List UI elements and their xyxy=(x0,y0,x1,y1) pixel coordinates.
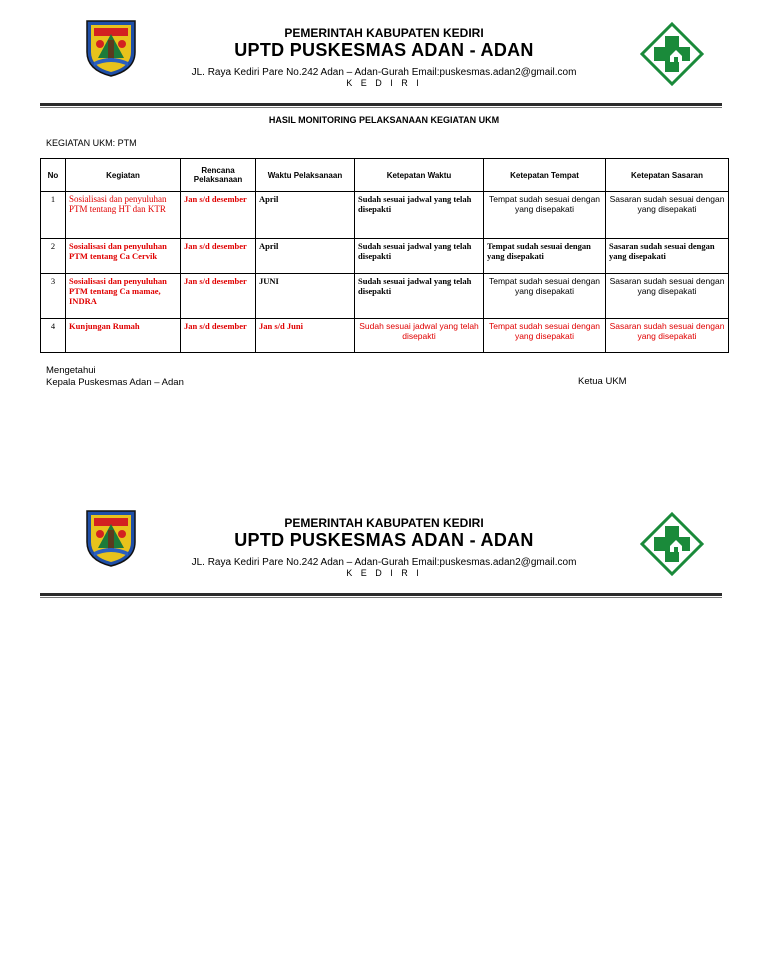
implementation-time: Jan s/d Juni xyxy=(256,319,355,353)
document-title: HASIL MONITORING PELAKSANAAN KEGIATAN UKM xyxy=(268,115,500,125)
activity-name: Sosialisasi dan penyuluhan PTM tentang Ca Cervik xyxy=(66,239,181,274)
location-accuracy-note: Tempat sudah sesuai dengan yang disepakati xyxy=(484,239,606,274)
letterhead-city: K E D I R I xyxy=(346,568,422,578)
column-header-rencana: Rencana Pelaksanaan xyxy=(181,159,256,192)
column-header-no: No xyxy=(41,159,66,192)
acknowledgement-label: Mengetahui xyxy=(46,365,96,376)
planned-schedule: Jan s/d desember xyxy=(181,319,256,353)
monitoring-table xyxy=(40,158,729,353)
table-row xyxy=(41,239,729,274)
target-accuracy-note: Sasaran sudah sesuai dengan yang disepakati xyxy=(606,239,729,274)
column-header-ketepatan-waktu: Ketepatan Waktu xyxy=(355,159,484,192)
table-row xyxy=(41,192,729,239)
row-number: 2 xyxy=(41,239,66,274)
letterhead-second xyxy=(0,508,768,608)
letterhead-institution-name: UPTD PUSKESMAS ADAN - ADAN xyxy=(234,530,534,550)
letterhead-government-name: PEMERINTAH KABUPATEN KEDIRI xyxy=(284,516,484,530)
letterhead-city: K E D I R I xyxy=(346,78,422,88)
letterhead-government-name: PEMERINTAH KABUPATEN KEDIRI xyxy=(284,26,484,40)
acknowledgement-block xyxy=(46,365,184,389)
table-header-row xyxy=(41,159,729,192)
column-header-waktu: Waktu Pelaksanaan xyxy=(256,159,355,192)
head-of-puskesmas-title: Kepala Puskesmas Adan – Adan xyxy=(46,377,184,388)
timeliness-note: Sudah sesuai jadwal yang telah disepakti xyxy=(355,239,484,274)
table-row xyxy=(41,319,729,353)
letterhead xyxy=(0,18,768,118)
letterhead-divider xyxy=(40,103,722,106)
timeliness-note: Sudah sesuai jadwal yang telah disepakti xyxy=(355,274,484,319)
row-number: 4 xyxy=(41,319,66,353)
location-accuracy-note: Tempat sudah sesuai dengan yang disepakati xyxy=(484,192,606,239)
puskesmas-green-cross-icon xyxy=(640,512,704,576)
implementation-time: April xyxy=(256,239,355,274)
ukm-chair-title: Ketua UKM xyxy=(578,376,627,387)
activity-name: Sosialisasi dan penyuluhan PTM tentang Ca mamae, INDRA xyxy=(66,274,181,319)
letterhead-divider-thin xyxy=(40,107,722,108)
target-accuracy-note: Sasaran sudah sesuai dengan yang disepakati xyxy=(606,319,729,353)
planned-schedule: Jan s/d desember xyxy=(181,274,256,319)
letterhead-address: JL. Raya Kediri Pare No.242 Adan – Adan-Gurah Email:puskesmas.adan2@gmail.com xyxy=(191,67,577,78)
row-number: 1 xyxy=(41,192,66,239)
location-accuracy-note: Tempat sudah sesuai dengan yang disepakati xyxy=(484,319,606,353)
column-header-kegiatan: Kegiatan xyxy=(66,159,181,192)
row-number: 3 xyxy=(41,274,66,319)
column-header-ketepatan-sasaran: Ketepatan Sasaran xyxy=(606,159,729,192)
letterhead-institution-name: UPTD PUSKESMAS ADAN - ADAN xyxy=(234,40,534,60)
planned-schedule: Jan s/d desember xyxy=(181,239,256,274)
activity-name: Sosialisasi dan penyuluhan PTM tentang HT dan KTR xyxy=(66,192,181,239)
location-accuracy-note: Tempat sudah sesuai dengan yang disepakati xyxy=(484,274,606,319)
letterhead-divider xyxy=(40,593,722,596)
letterhead-divider-thin xyxy=(40,597,722,598)
letterhead-address: JL. Raya Kediri Pare No.242 Adan – Adan-Gurah Email:puskesmas.adan2@gmail.com xyxy=(191,557,577,568)
document-subtitle: KEGIATAN UKM: PTM xyxy=(46,138,137,148)
timeliness-note: Sudah sesuai jadwal yang telah disepakti xyxy=(355,192,484,239)
target-accuracy-note: Sasaran sudah sesuai dengan yang disepakati xyxy=(606,274,729,319)
column-header-ketepatan-tempat: Ketepatan Tempat xyxy=(484,159,606,192)
target-accuracy-note: Sasaran sudah sesuai dengan yang disepakati xyxy=(606,192,729,239)
planned-schedule: Jan s/d desember xyxy=(181,192,256,239)
implementation-time: April xyxy=(256,192,355,239)
table-row xyxy=(41,274,729,319)
activity-name: Kunjungan Rumah xyxy=(66,319,181,353)
implementation-time: JUNI xyxy=(256,274,355,319)
timeliness-note: Sudah sesuai jadwal yang telah disepakti xyxy=(355,319,484,353)
puskesmas-green-cross-icon xyxy=(640,22,704,86)
